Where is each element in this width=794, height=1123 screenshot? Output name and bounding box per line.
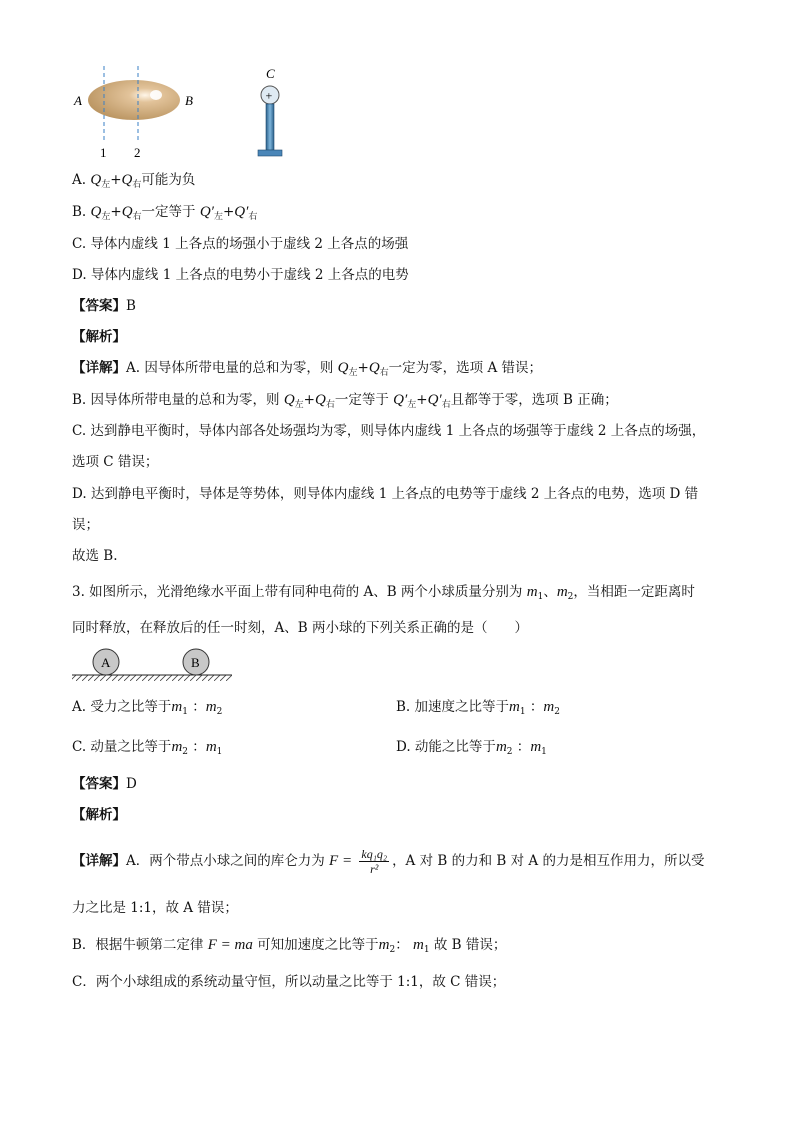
stand-pole [266,104,274,150]
q2-detail-d2: 误； [72,517,99,533]
q3-detail-c: C．两个小球组成的系统动量守恒，所以动量之比等于 1:1，故 C 错误； [72,974,506,990]
q3-detail-b: B．根据牛顿第二定律 F = ma 可知加速度之比等于$m_2$： $m_1$ 故 B 错误； [72,937,507,955]
label-2: 2 [134,145,141,160]
plus-sign: + [265,88,273,103]
q2-detail-c2: 选项 C 错误； [72,454,159,470]
q3-option-d: D. 动能之比等于$m_2$ ：$m_1$ [396,739,547,757]
q2-conclusion: 故选 B. [72,548,118,564]
q2-answer: 【答案】B [72,298,136,314]
q2-option-c: C. 导体内虚线 1 上各点的场强小于虚线 2 上各点的场强 [72,236,409,252]
q2-detail-c1: C. 达到静电平衡时，导体内部各处场强均为零，则导体内虚线 1 上各点的场强等于虚线 2 上各点的场强， [72,423,706,439]
q3-answer: 【答案】D [72,776,137,792]
q3-detail-a2: 力之比是 1:1，故 A 错误； [72,900,238,916]
ball-a-label: A [101,655,111,670]
q2-detail-a: 【详解】A. 因导体所带电量的总和为零，则 $Q_左+Q_右$一定为零，选项 A 错误； [72,360,543,378]
q2-option-b: B. $Q_左+Q_右$一定等于 $Q'_左+Q'_右$ [72,204,258,222]
label-B: B [185,93,193,108]
q3-stem-line1: 3. 如图所示，光滑绝缘水平面上带有同种电荷的 A、B 两个小球质量分别为 $m_1$、$m_2$，当相距一定距离时 [72,584,695,602]
label-A: A [74,93,82,108]
q2-option-d: D. 导体内虚线 1 上各点的电势小于虚线 2 上各点的电势 [72,267,409,283]
q3-analysis-label: 【解析】 [72,807,126,823]
q2-option-a: A. $Q_左+Q_右$可能为负 [72,172,196,190]
q3-detail-a: 【详解】A．两个带点小球之间的库仑力为 F = $\frac{\text{kq₁q₂}}{\text{r²}}$ ，A 对 B 的力和 B 对 A 的力是相互作用力，所以受 [72,847,705,876]
label-1: 1 [100,145,107,160]
q3-option-c: C. 动量之比等于$m_2$ ：$m_1$ [72,739,223,757]
stand-base [258,150,282,156]
balls-figure [70,645,240,685]
label-C: C [266,66,275,81]
conductor-figure [70,62,300,162]
conductor-ellipse [88,80,180,120]
q3-stem-line2: 同时释放，在释放后的任一时刻，A、B 两小球的下列关系正确的是（ ） [72,620,528,636]
q3-option-b: B. 加速度之比等于$m_1$ ：$m_2$ [396,699,560,717]
q2-detail-b: B. 因导体所带电量的总和为零，则 $Q_左+Q_右$一定等于 $Q'_左+Q'_右$且都等于零，选项 B 正确； [72,392,618,410]
ball-b-label: B [191,655,200,670]
q2-analysis-label: 【解析】 [72,329,126,345]
coulomb-fraction: $\frac{\text{kq₁q₂}}{\text{r²}}$ [361,847,388,876]
q2-detail-d1: D. 达到静电平衡时，导体是等势体，则导体内虚线 1 上各点的电势等于虚线 2 上各点的电势，选项 D 错 [72,486,699,502]
q3-option-a: A. 受力之比等于$m_1$ ：$m_2$ [72,699,223,717]
